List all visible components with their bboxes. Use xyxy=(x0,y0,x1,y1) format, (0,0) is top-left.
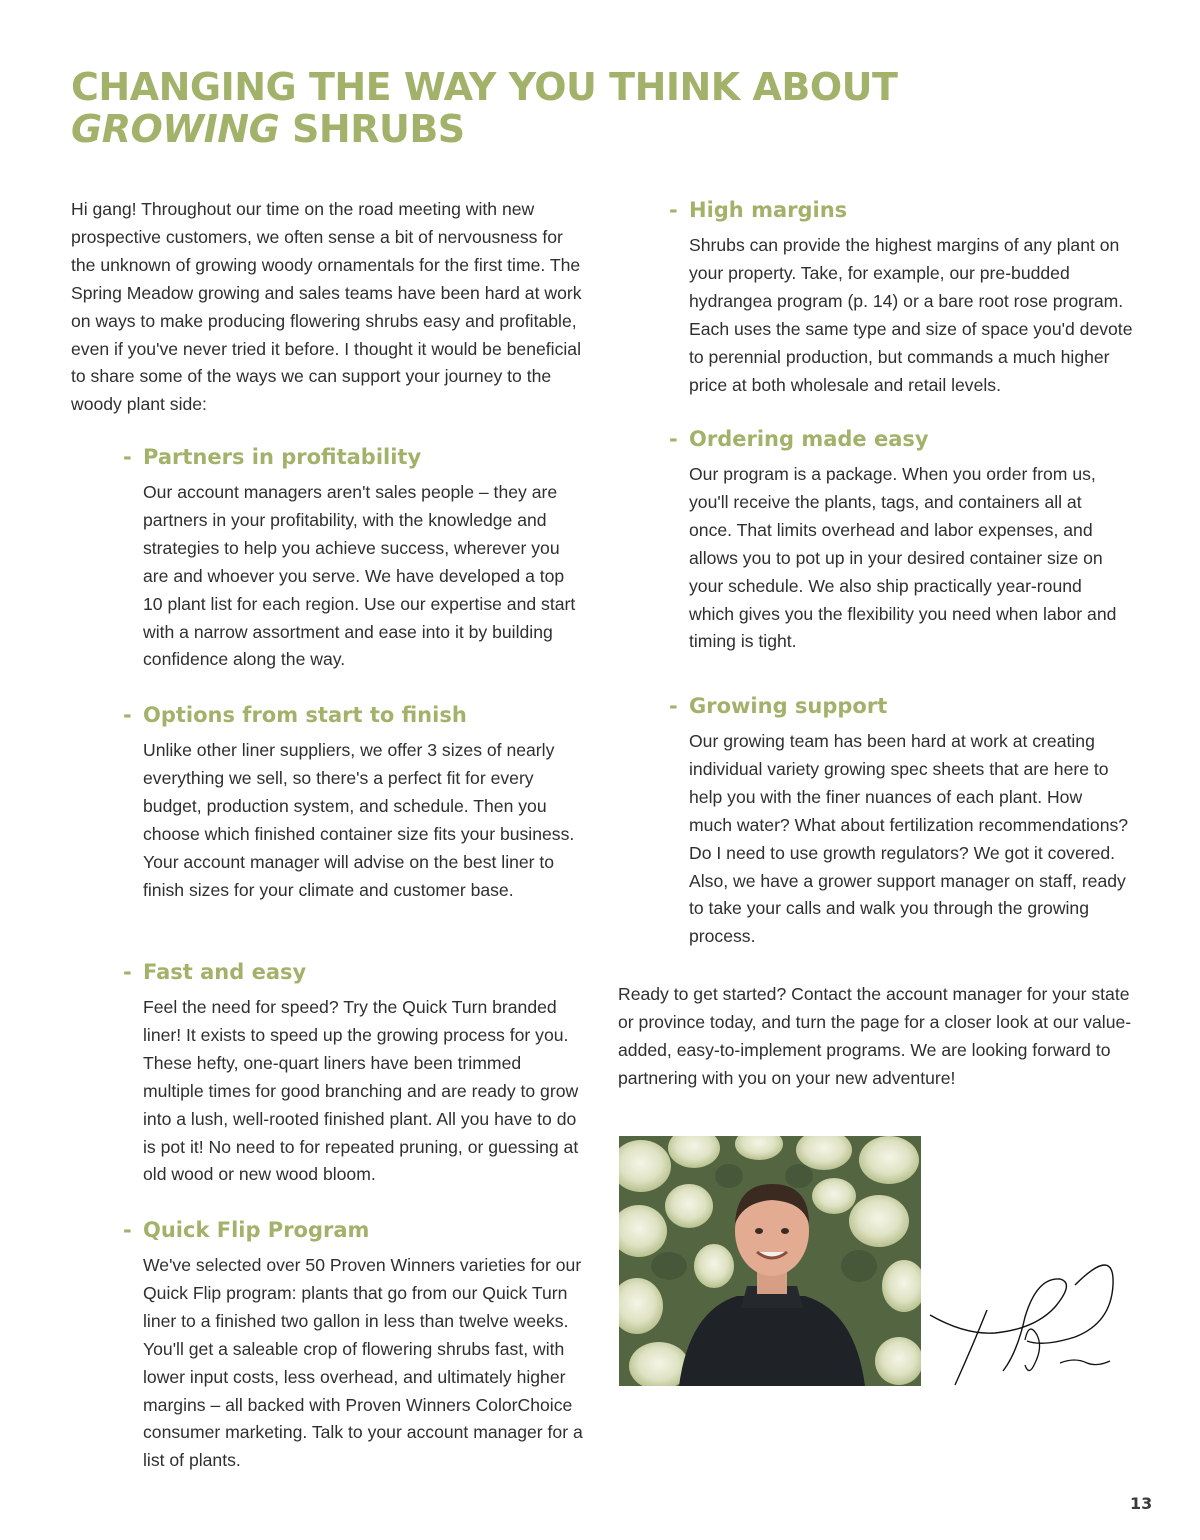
section-heading xyxy=(669,425,1129,453)
author-photo-illustration xyxy=(619,1136,921,1386)
heading-text: High margins xyxy=(689,198,848,222)
section-heading xyxy=(123,701,583,729)
heading-text: Quick Flip Program xyxy=(143,1218,370,1242)
section-heading xyxy=(669,196,1139,224)
signature xyxy=(925,1245,1120,1390)
section-body: Our program is a package. When you order from us, you'll receive the plants, tags, and containers all at once. That limits overhead and labor expenses, and allows you to pot up in your desired container size on your schedule. We also ship practically year-round which gives you the flexibility you need when labor and timing is tight. xyxy=(689,464,1117,652)
section-growing-support xyxy=(669,692,1129,951)
heading-dash: - xyxy=(123,1218,132,1242)
heading-dash: - xyxy=(123,960,132,984)
section-body: Our growing team has been hard at work at creating individual variety growing spec sheets that are here to help you with the finer nuances of each plant. How much water? What about fertilization recommendations? Do I need to use growth regulators? We got it covered. Also, we have a grower support manager on staff, ready to take your calls and walk you through the growing process. xyxy=(689,731,1129,947)
title-line-1: CHANGING THE WAY YOU THINK ABOUT xyxy=(71,65,898,109)
section-body: Our account managers aren't sales people – they are partners in your profitability, with the knowledge and strategies to help you achieve success, wherever you are and whoever you serve. We have developed a top 10 plant list for each region. Use our expertise and start with a narrow assortment and ease into it by building confidence along the way. xyxy=(143,482,576,670)
section-ordering-made-easy xyxy=(669,425,1129,656)
heading-text: Ordering made easy xyxy=(689,427,929,451)
intro-paragraph: Hi gang! Throughout our time on the road meeting with new prospective customers, we often sense a bit of nervousness for the unknown of growing woody ornamentals for the first time. The Spring Meadow growing and sales teams have been hard at work on ways to make producing flowering shrubs easy and profitable, even if you've never tried it before. I thought it would be beneficial to share some of the ways we can support your journey to the woody plant side: xyxy=(71,199,582,415)
heading-dash: - xyxy=(123,445,132,469)
heading-dash: - xyxy=(669,427,678,451)
section-body: Feel the need for speed? Try the Quick Turn branded liner! It exists to speed up the growing process for you. These hefty, one-quart liners have been trimmed multiple times for good branching and are ready to grow into a lush, well-rooted finished plant. All you have to do is pot it! No need to for repeated pruning, or guessing at old wood or new wood bloom. xyxy=(143,997,579,1185)
title-line-2-rest: SHRUBS xyxy=(279,107,465,151)
section-partners-in-profitability xyxy=(123,443,583,674)
section-heading xyxy=(123,443,583,471)
author-photo xyxy=(619,1136,921,1386)
section-heading xyxy=(123,1216,583,1244)
section-options-from-start-to-finish xyxy=(123,701,583,904)
section-quick-flip-program xyxy=(123,1216,583,1475)
title-line-2 xyxy=(71,108,897,150)
section-heading xyxy=(123,958,583,986)
section-body: We've selected over 50 Proven Winners varieties for our Quick Flip program: plants that go from our Quick Turn liner to a finished two gallon in less than twelve weeks. You'll get a saleable crop of flowering shrubs fast, with lower input costs, less overhead, and ultimately higher margins – all backed with Proven Winners ColorChoice consumer marketing. Talk to your account manager for a list of plants. xyxy=(143,1255,583,1471)
heading-dash: - xyxy=(123,703,132,727)
page-title xyxy=(71,66,897,150)
section-fast-and-easy xyxy=(123,958,583,1189)
title-italic-word: GROWING xyxy=(71,107,280,151)
section-body: Shrubs can provide the highest margins of any plant on your property. Take, for example, our pre-budded hydrangea program (p. 14) or a bare root rose program. Each uses the same type and size of space you'd devote to perennial production, but commands a much higher price at both wholesale and retail levels. xyxy=(689,235,1133,395)
closing-paragraph: Ready to get started? Contact the account manager for your state or province today, and turn the page for a closer look at our value-added, easy-to-implement programs. We are looking forward to partnering with you on your new adventure! xyxy=(618,984,1132,1088)
signature-illustration xyxy=(925,1245,1120,1390)
heading-text: Growing support xyxy=(689,694,888,718)
heading-text: Fast and easy xyxy=(143,960,307,984)
heading-dash: - xyxy=(669,694,678,718)
heading-text: Options from start to finish xyxy=(143,703,467,727)
section-heading xyxy=(669,692,1129,720)
section-body: Unlike other liner suppliers, we offer 3 sizes of nearly everything we sell, so there's a perfect fit for every budget, production system, and schedule. Then you choose which finished container size fits your business. Your account manager will advise on the best liner to finish sizes for your climate and customer base. xyxy=(143,740,575,900)
section-high-margins xyxy=(669,196,1139,399)
heading-text: Partners in profitability xyxy=(143,445,422,469)
heading-dash: - xyxy=(669,198,678,222)
page-number: 13 xyxy=(1130,1494,1153,1513)
